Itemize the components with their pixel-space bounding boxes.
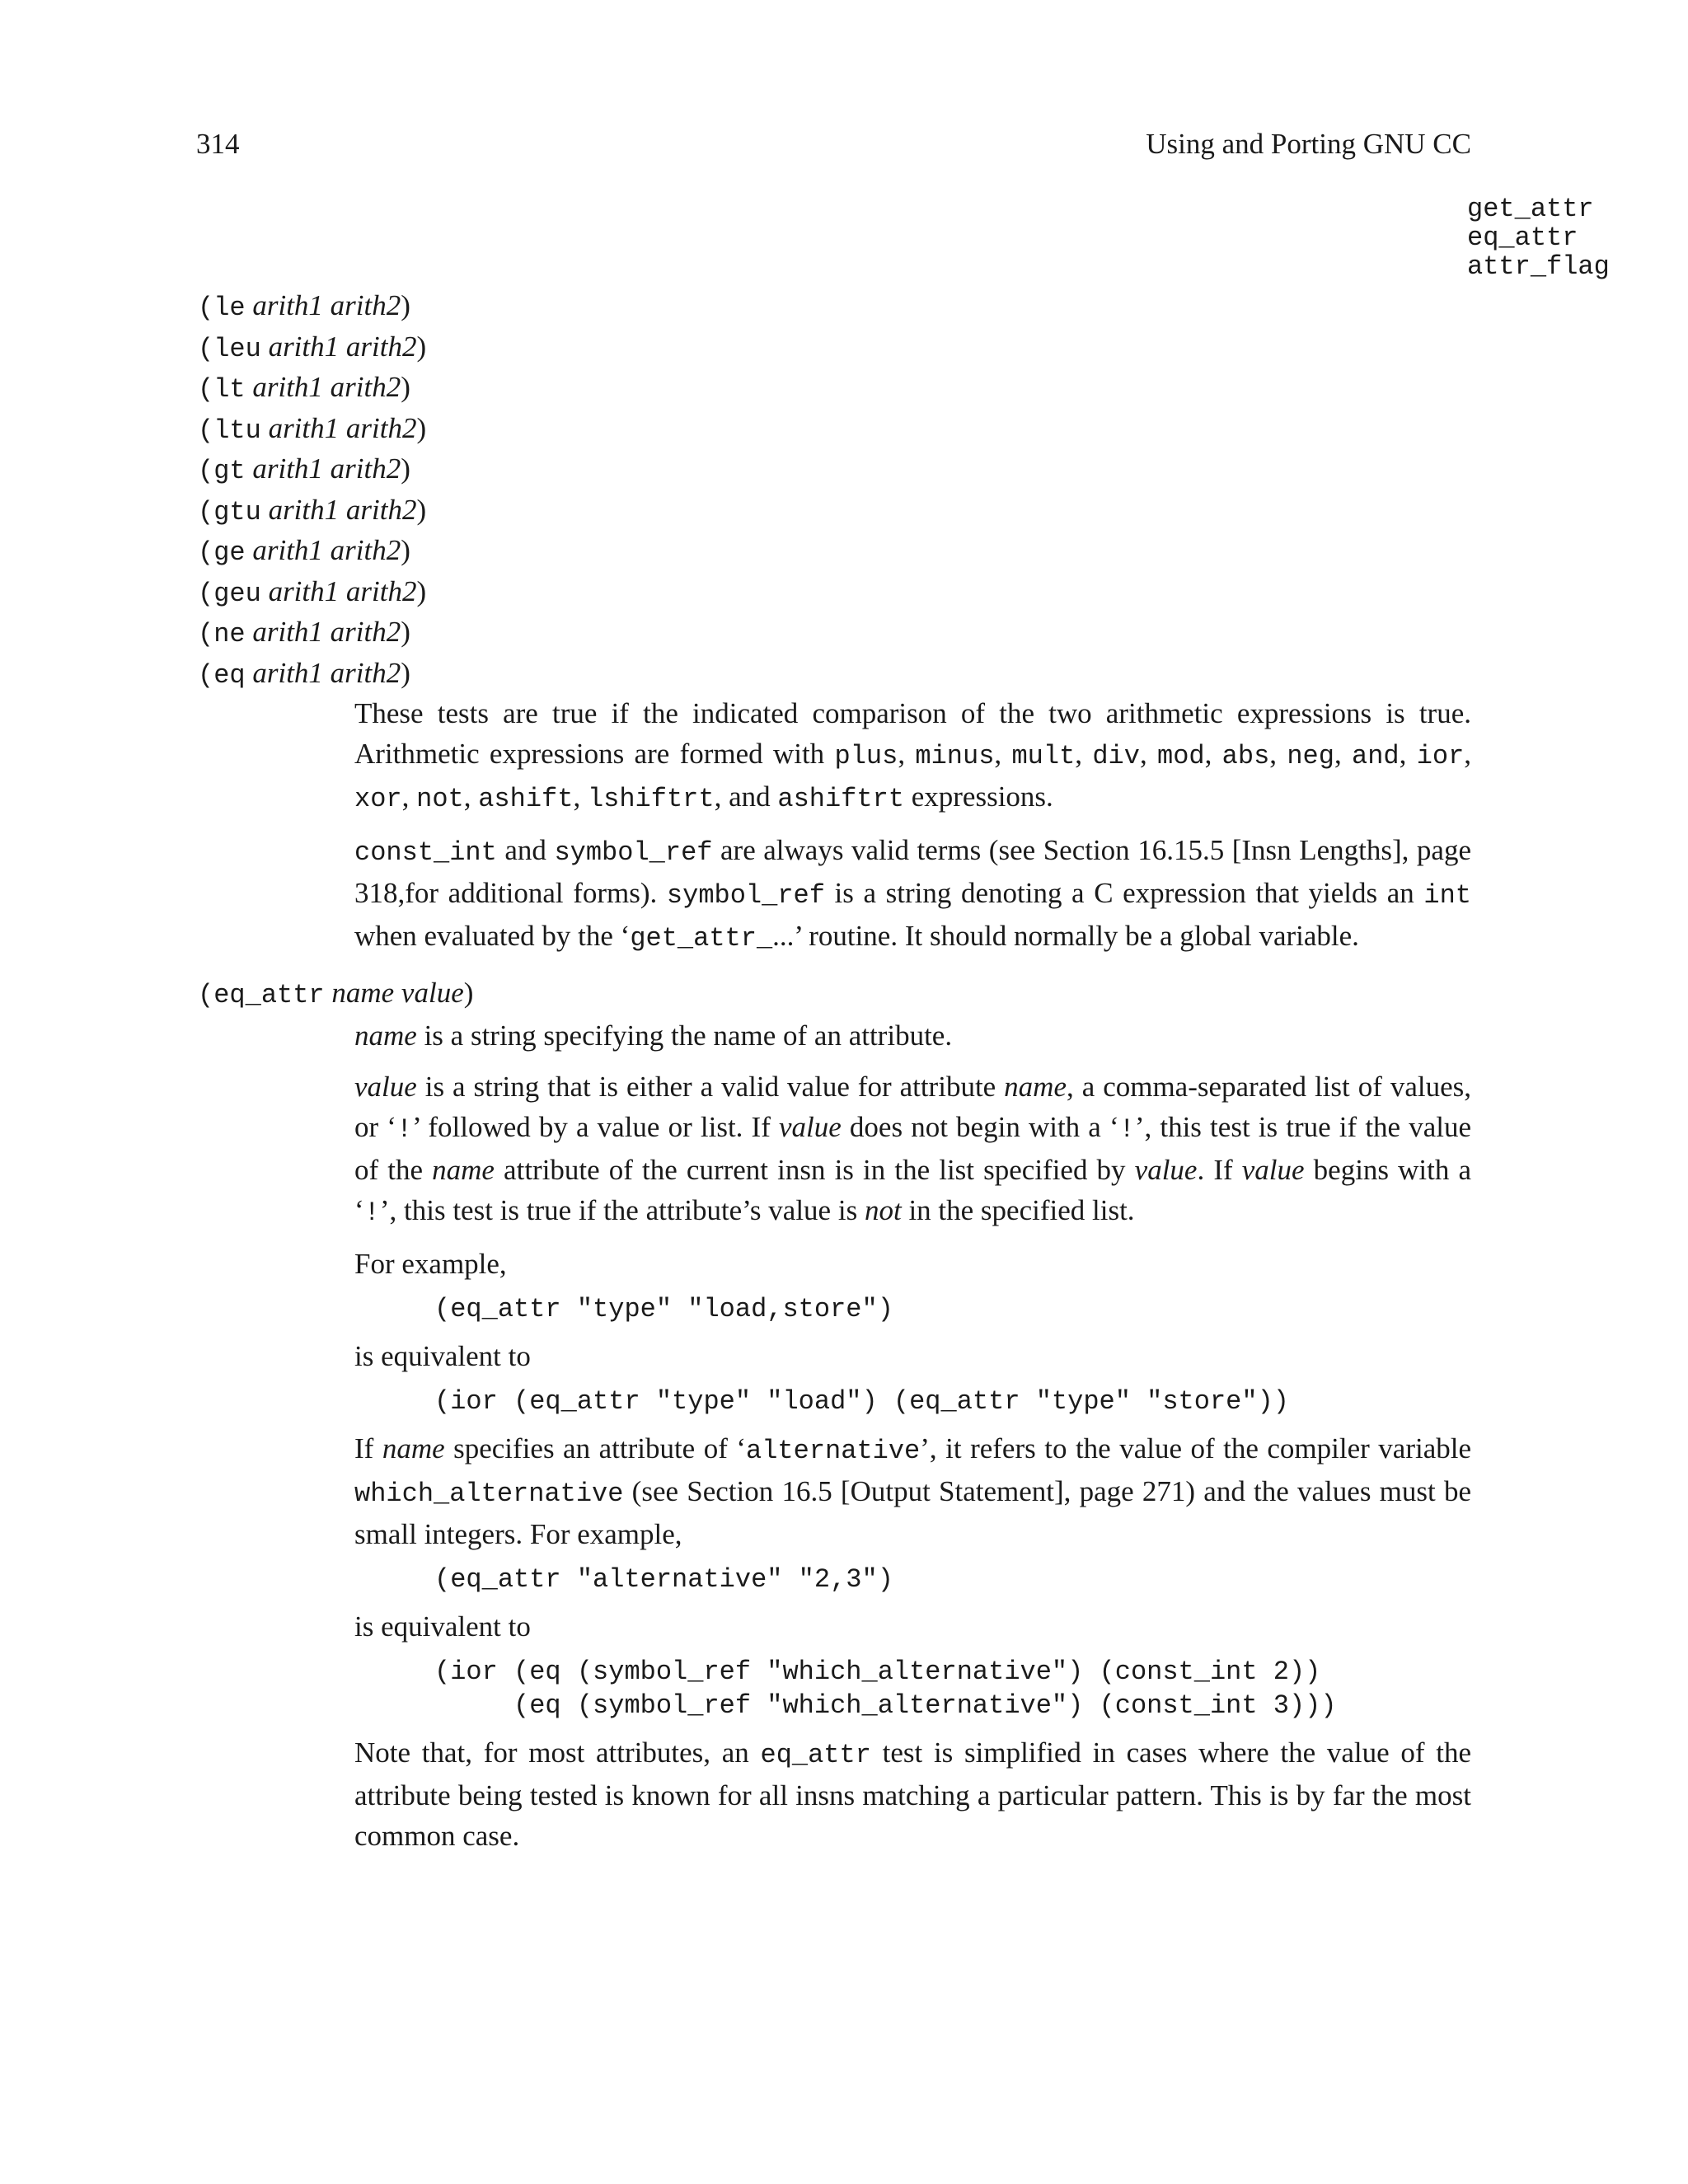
term-ne: (ne arith1 arith2) — [198, 616, 410, 649]
code-example-3: (eq_attr "alternative" "2,3") — [434, 1564, 893, 1595]
term-gt: (gt arith1 arith2) — [198, 452, 410, 486]
term-geu: (geu arith1 arith2) — [198, 574, 427, 609]
page-header — [196, 124, 1471, 165]
term-eq-attr: (eq_attr name value) — [198, 977, 474, 1010]
paragraph-equivalent-1: is equivalent to — [354, 1340, 531, 1372]
paragraph-comparison-tests: These tests are true if the indicated comparison of the two arithmetic expressions is true. Arithmetic expressions are formed with plus, minus, mult, div, mod, abs, neg, and, ior, xor, not, ashift, lshiftrt, and ashiftrt expressions. — [354, 697, 1472, 814]
margin-index-notes — [1467, 194, 1610, 281]
paragraph-alternative: If name specifies an attribute of ‘alternative’, it refers to the value of the compiler variable which_alternative (see Section 16.5 [Output Statement], page 271) and the values must be small integers. For example, — [354, 1432, 1471, 1550]
term-leu: (leu arith1 arith2) — [198, 330, 427, 364]
page-content — [198, 285, 1471, 1856]
running-title: Using and Porting GNU CC — [1146, 128, 1471, 160]
comparison-term-list — [198, 285, 1471, 693]
paragraph-valid-terms: const_int and symbol_ref are always valid terms (see Section 16.15.5 [Insn Lengths], page 318,for additional forms). symbol_ref is a string denoting a C expression that yields an int when evaluated by the ‘get_attr_...’ routine. It should normally be a global variable. — [354, 834, 1471, 954]
paragraph-name: name is a string specifying the name of an attribute. — [354, 1019, 953, 1052]
term-le: (le arith1 arith2) — [198, 289, 410, 323]
margin-note-attr-flag: attr_flag — [1467, 251, 1610, 282]
margin-note-eq-attr: eq_attr — [1467, 223, 1578, 253]
comparison-description — [354, 693, 1471, 958]
term-ge: (ge arith1 arith2) — [198, 534, 410, 568]
term-ltu: (ltu arith1 arith2) — [198, 411, 427, 446]
code-example-1: (eq_attr "type" "load,store") — [434, 1294, 893, 1324]
term-gtu: (gtu arith1 arith2) — [198, 493, 427, 527]
paragraph-equivalent-2: is equivalent to — [354, 1610, 531, 1643]
page-number: 314 — [196, 128, 240, 160]
margin-note-get-attr: get_attr — [1467, 194, 1594, 224]
eq-attr-description — [354, 1015, 1471, 1856]
paragraph-note: Note that, for most attributes, an eq_attr test is simplified in cases where the value of the attribute being tested is known for all insns matching a particular pattern. This is by far the most common case. — [354, 1736, 1471, 1852]
term-eq: (eq arith1 arith2) — [198, 656, 410, 691]
code-example-2: (ior (eq_attr "type" "load") (eq_attr "type" "store")) — [434, 1386, 1289, 1417]
code-example-4: (ior (eq (symbol_ref "which_alternative") (const_int 2)) (eq (symbol_ref "which_alternative") (const_int 3))) — [434, 1657, 1337, 1721]
paragraph-for-example: For example, — [354, 1248, 507, 1280]
paragraph-value: value is a string that is either a valid value for attribute name, a comma-separated list of values, or ‘!’ followed by a value or list. If value does not begin with a ‘!’, this test is true if the value of the name attribute of the current insn is in the list specified by value. If value begins with a ‘!’, this test is true if the attribute’s value is not in the specified list. — [354, 1071, 1472, 1228]
term-lt: (lt arith1 arith2) — [198, 371, 410, 405]
